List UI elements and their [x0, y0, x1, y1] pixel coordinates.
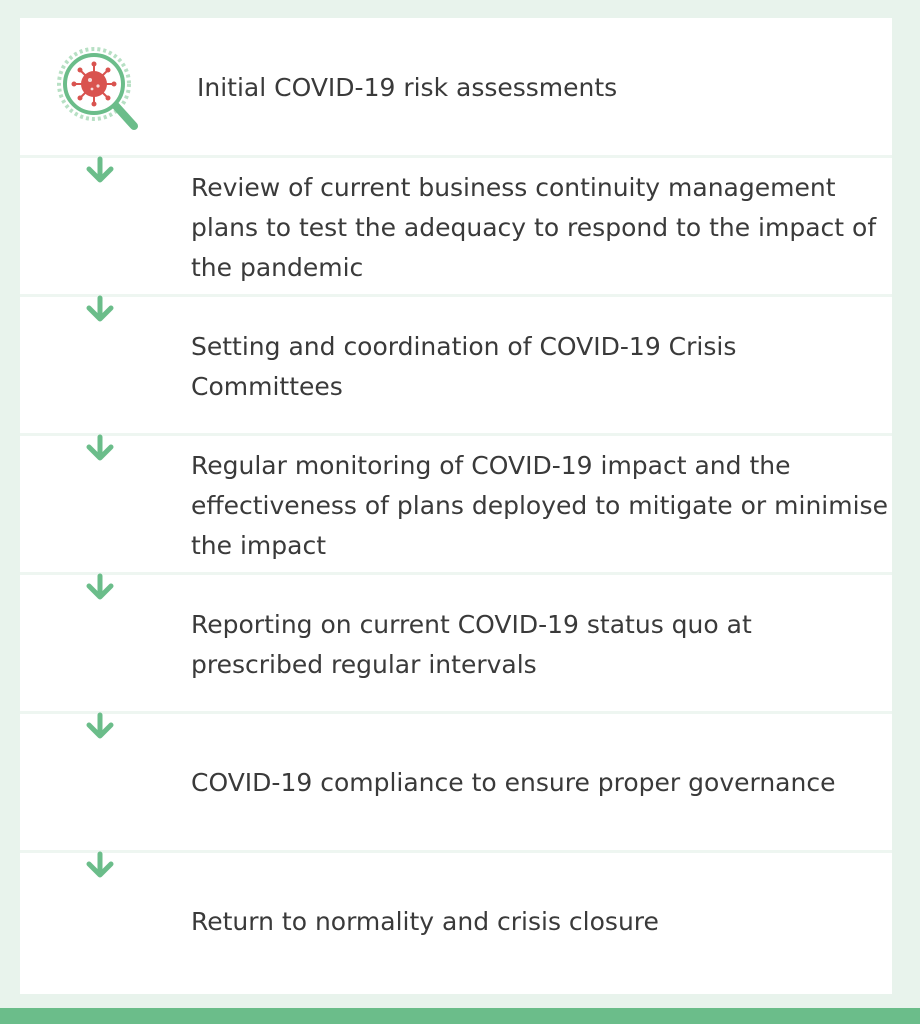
- step-divider: [20, 572, 892, 575]
- arrow-down-icon: [84, 434, 116, 464]
- step-2-text: Review of current business continuity management plans to test the adequacy to respond to the impact of the pandemic: [191, 173, 877, 282]
- arrow-down-icon: [84, 156, 116, 186]
- step-divider: [20, 850, 892, 853]
- step-1-text: Initial COVID-19 risk assessments: [197, 73, 618, 102]
- step-4-text: Regular monitoring of COVID-19 impact and the effectiveness of plans deployed to mitigate or minimise the impact: [191, 451, 888, 560]
- arrow-down-icon: [84, 851, 116, 881]
- step-6-text: COVID-19 compliance to ensure proper governance: [191, 768, 836, 797]
- step-divider: [20, 294, 892, 297]
- step-7-text: Return to normality and crisis closure: [191, 907, 659, 936]
- arrow-down-icon: [84, 295, 116, 325]
- virus-magnifier-icon: [56, 46, 140, 134]
- step-5-text: Reporting on current COVID-19 status quo at prescribed regular intervals: [191, 610, 752, 679]
- step-divider: [20, 155, 892, 158]
- step-3-text: Setting and coordination of COVID-19 Crisis Committees: [191, 332, 737, 401]
- step-divider: [20, 711, 892, 714]
- bottom-accent-bar: [0, 1008, 920, 1024]
- step-divider: [20, 433, 892, 436]
- arrow-down-icon: [84, 573, 116, 603]
- arrow-down-icon: [84, 712, 116, 742]
